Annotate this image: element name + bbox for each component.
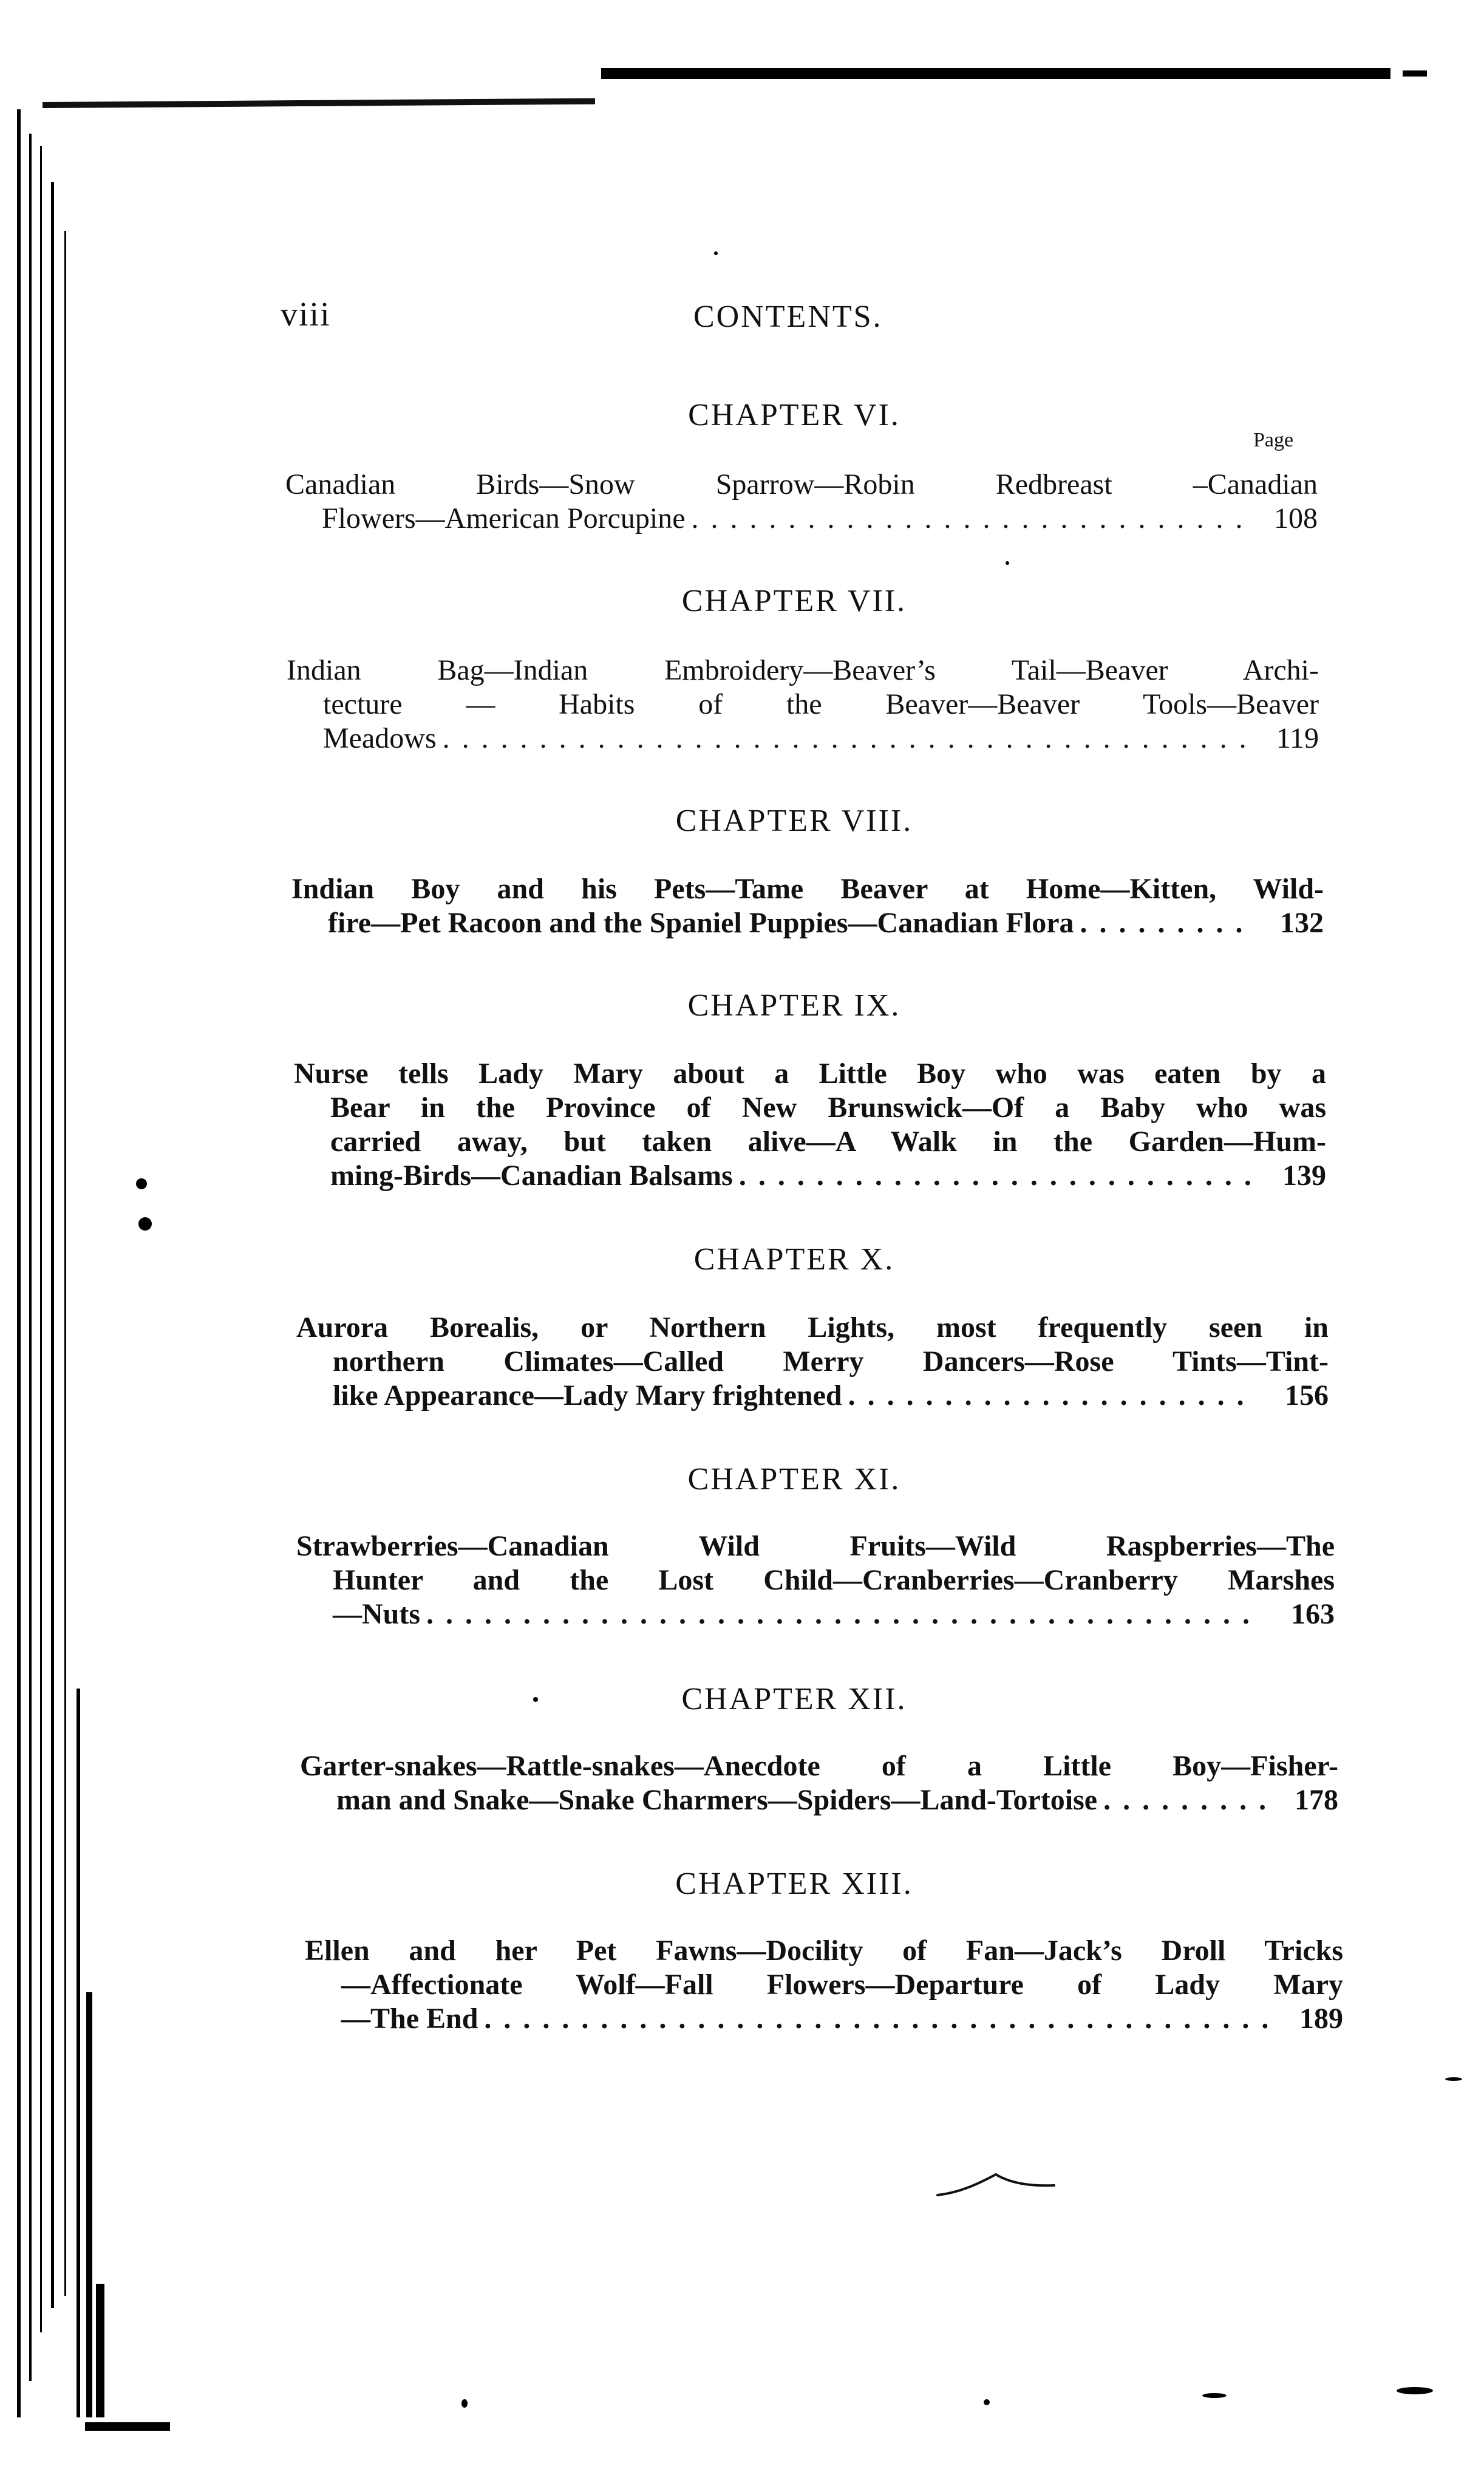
dot-leader xyxy=(848,1379,1256,1413)
entry-last-line xyxy=(296,1597,1335,1631)
scan-speck xyxy=(461,2399,468,2408)
entry-line: Aurora Borealis, or Northern Lights, most frequently seen in xyxy=(296,1311,1329,1344)
entry-last-line xyxy=(285,502,1318,536)
entry-line: Indian Bag—Indian Embroidery—Beaver’s Tail—Beaver Archi- xyxy=(287,654,1319,686)
chapter-entry xyxy=(294,1057,1326,1193)
dot-leader xyxy=(692,502,1245,536)
chapter-heading: CHAPTER XII. xyxy=(681,1682,907,1716)
entry-line: —The End xyxy=(341,2003,478,2035)
entry-last-line xyxy=(291,906,1324,940)
dot-leader xyxy=(1103,1783,1265,1817)
entry-line: tecture — Habits of the Beaver—Beaver Tools—Beaver xyxy=(323,688,1319,720)
bottom-rule xyxy=(85,2422,170,2431)
page-ref: 163 xyxy=(1291,1598,1335,1630)
page-ref: 139 xyxy=(1282,1160,1326,1192)
entry-line: Canadian Birds—Snow Sparrow—Robin Redbreast –Canadian xyxy=(285,468,1318,500)
entry-line: ming-Birds—Canadian Balsams xyxy=(330,1160,733,1192)
page-ref: 189 xyxy=(1299,2003,1343,2035)
page-number: viii xyxy=(281,296,331,333)
scan-speck xyxy=(136,1178,147,1189)
chapter-entry xyxy=(287,654,1319,756)
chapter-heading: CHAPTER X. xyxy=(693,1242,895,1277)
chapter-entry xyxy=(285,468,1318,536)
page-column-label: Page xyxy=(1253,429,1294,451)
entry-last-line xyxy=(294,1159,1326,1193)
top-rule-left xyxy=(43,98,595,108)
chapter-heading: CHAPTER VIII. xyxy=(675,804,913,838)
entry-line: carried away, but taken alive—A Walk in the Garden—Hum- xyxy=(330,1125,1326,1158)
dot-leader xyxy=(443,722,1246,756)
entry-line: Ellen and her Pet Fawns—Docility of Fan—Jack’s Droll Tricks xyxy=(305,1935,1343,1967)
entry-line: Strawberries—Canadian Wild Fruits—Wild Raspberries—The xyxy=(296,1530,1335,1562)
entry-line: Flowers—American Porcupine xyxy=(322,502,686,535)
page-ref: 178 xyxy=(1295,1784,1338,1816)
chapter-entry xyxy=(296,1529,1335,1631)
entry-line: —Affectionate Wolf—Fall Flowers—Departure of Lady Mary xyxy=(341,1969,1343,2001)
scan-speck xyxy=(1397,2387,1433,2394)
entry-line: Garter-snakes—Rattle-snakes—Anecdote of a Little Boy—Fisher- xyxy=(300,1750,1338,1782)
entry-line: —Nuts xyxy=(333,1598,421,1630)
top-rule xyxy=(601,68,1390,79)
entry-last-line xyxy=(296,1379,1329,1413)
entry-line: Hunter and the Lost Child—Cranberries—Cranberry Marshes xyxy=(333,1564,1335,1596)
entry-last-line xyxy=(300,1783,1338,1817)
chapter-entry xyxy=(305,1934,1343,2036)
dot-leader xyxy=(739,1159,1253,1193)
entry-line: man and Snake—Snake Charmers—Spiders—Land-Tortoise xyxy=(336,1784,1098,1816)
chapter-heading: CHAPTER VII. xyxy=(681,584,907,618)
page-title: CONTENTS. xyxy=(693,299,883,334)
dot-leader xyxy=(484,2002,1270,2036)
chapter-entry xyxy=(296,1311,1329,1413)
scan-speck xyxy=(984,2399,990,2405)
dot-leader xyxy=(426,1597,1262,1631)
scan-speck xyxy=(714,251,718,255)
end-ornament xyxy=(935,2168,1057,2205)
entry-line: fire—Pet Racoon and the Spaniel Puppies—Canadian Flora xyxy=(328,907,1074,939)
entry-line: Indian Boy and his Pets—Tame Beaver at Home—Kitten, Wild- xyxy=(291,873,1324,905)
entry-last-line xyxy=(287,722,1319,756)
entry-line: like Appearance—Lady Mary frightened xyxy=(333,1379,842,1412)
page-ref: 132 xyxy=(1280,907,1324,939)
chapter-heading: CHAPTER XI. xyxy=(687,1462,901,1497)
chapter-heading: CHAPTER IX. xyxy=(687,988,901,1023)
entry-last-line xyxy=(305,2002,1343,2036)
chapter-entry xyxy=(291,872,1324,940)
entry-line: Bear in the Province of New Brunswick—Of a Baby who was xyxy=(330,1091,1326,1124)
running-head xyxy=(0,295,1484,344)
scan-speck xyxy=(1202,2393,1227,2398)
entry-line: Meadows xyxy=(323,722,437,754)
scan-speck xyxy=(138,1217,152,1231)
entry-line: Nurse tells Lady Mary about a Little Boy who was eaten by a xyxy=(294,1057,1326,1090)
chapter-heading: CHAPTER XIII. xyxy=(675,1867,913,1901)
scan-speck xyxy=(533,1697,538,1702)
page-ref: 119 xyxy=(1276,722,1319,754)
page-ref: 156 xyxy=(1285,1379,1329,1412)
entry-line: northern Climates—Called Merry Dancers—Rose Tints—Tint- xyxy=(333,1345,1329,1378)
dot-leader xyxy=(1080,906,1251,940)
page-ref: 108 xyxy=(1274,502,1318,535)
scan-speck xyxy=(1445,2077,1462,2081)
chapter-heading: CHAPTER VI. xyxy=(688,398,900,432)
scan-speck xyxy=(1006,561,1009,565)
chapter-entry xyxy=(300,1749,1338,1817)
